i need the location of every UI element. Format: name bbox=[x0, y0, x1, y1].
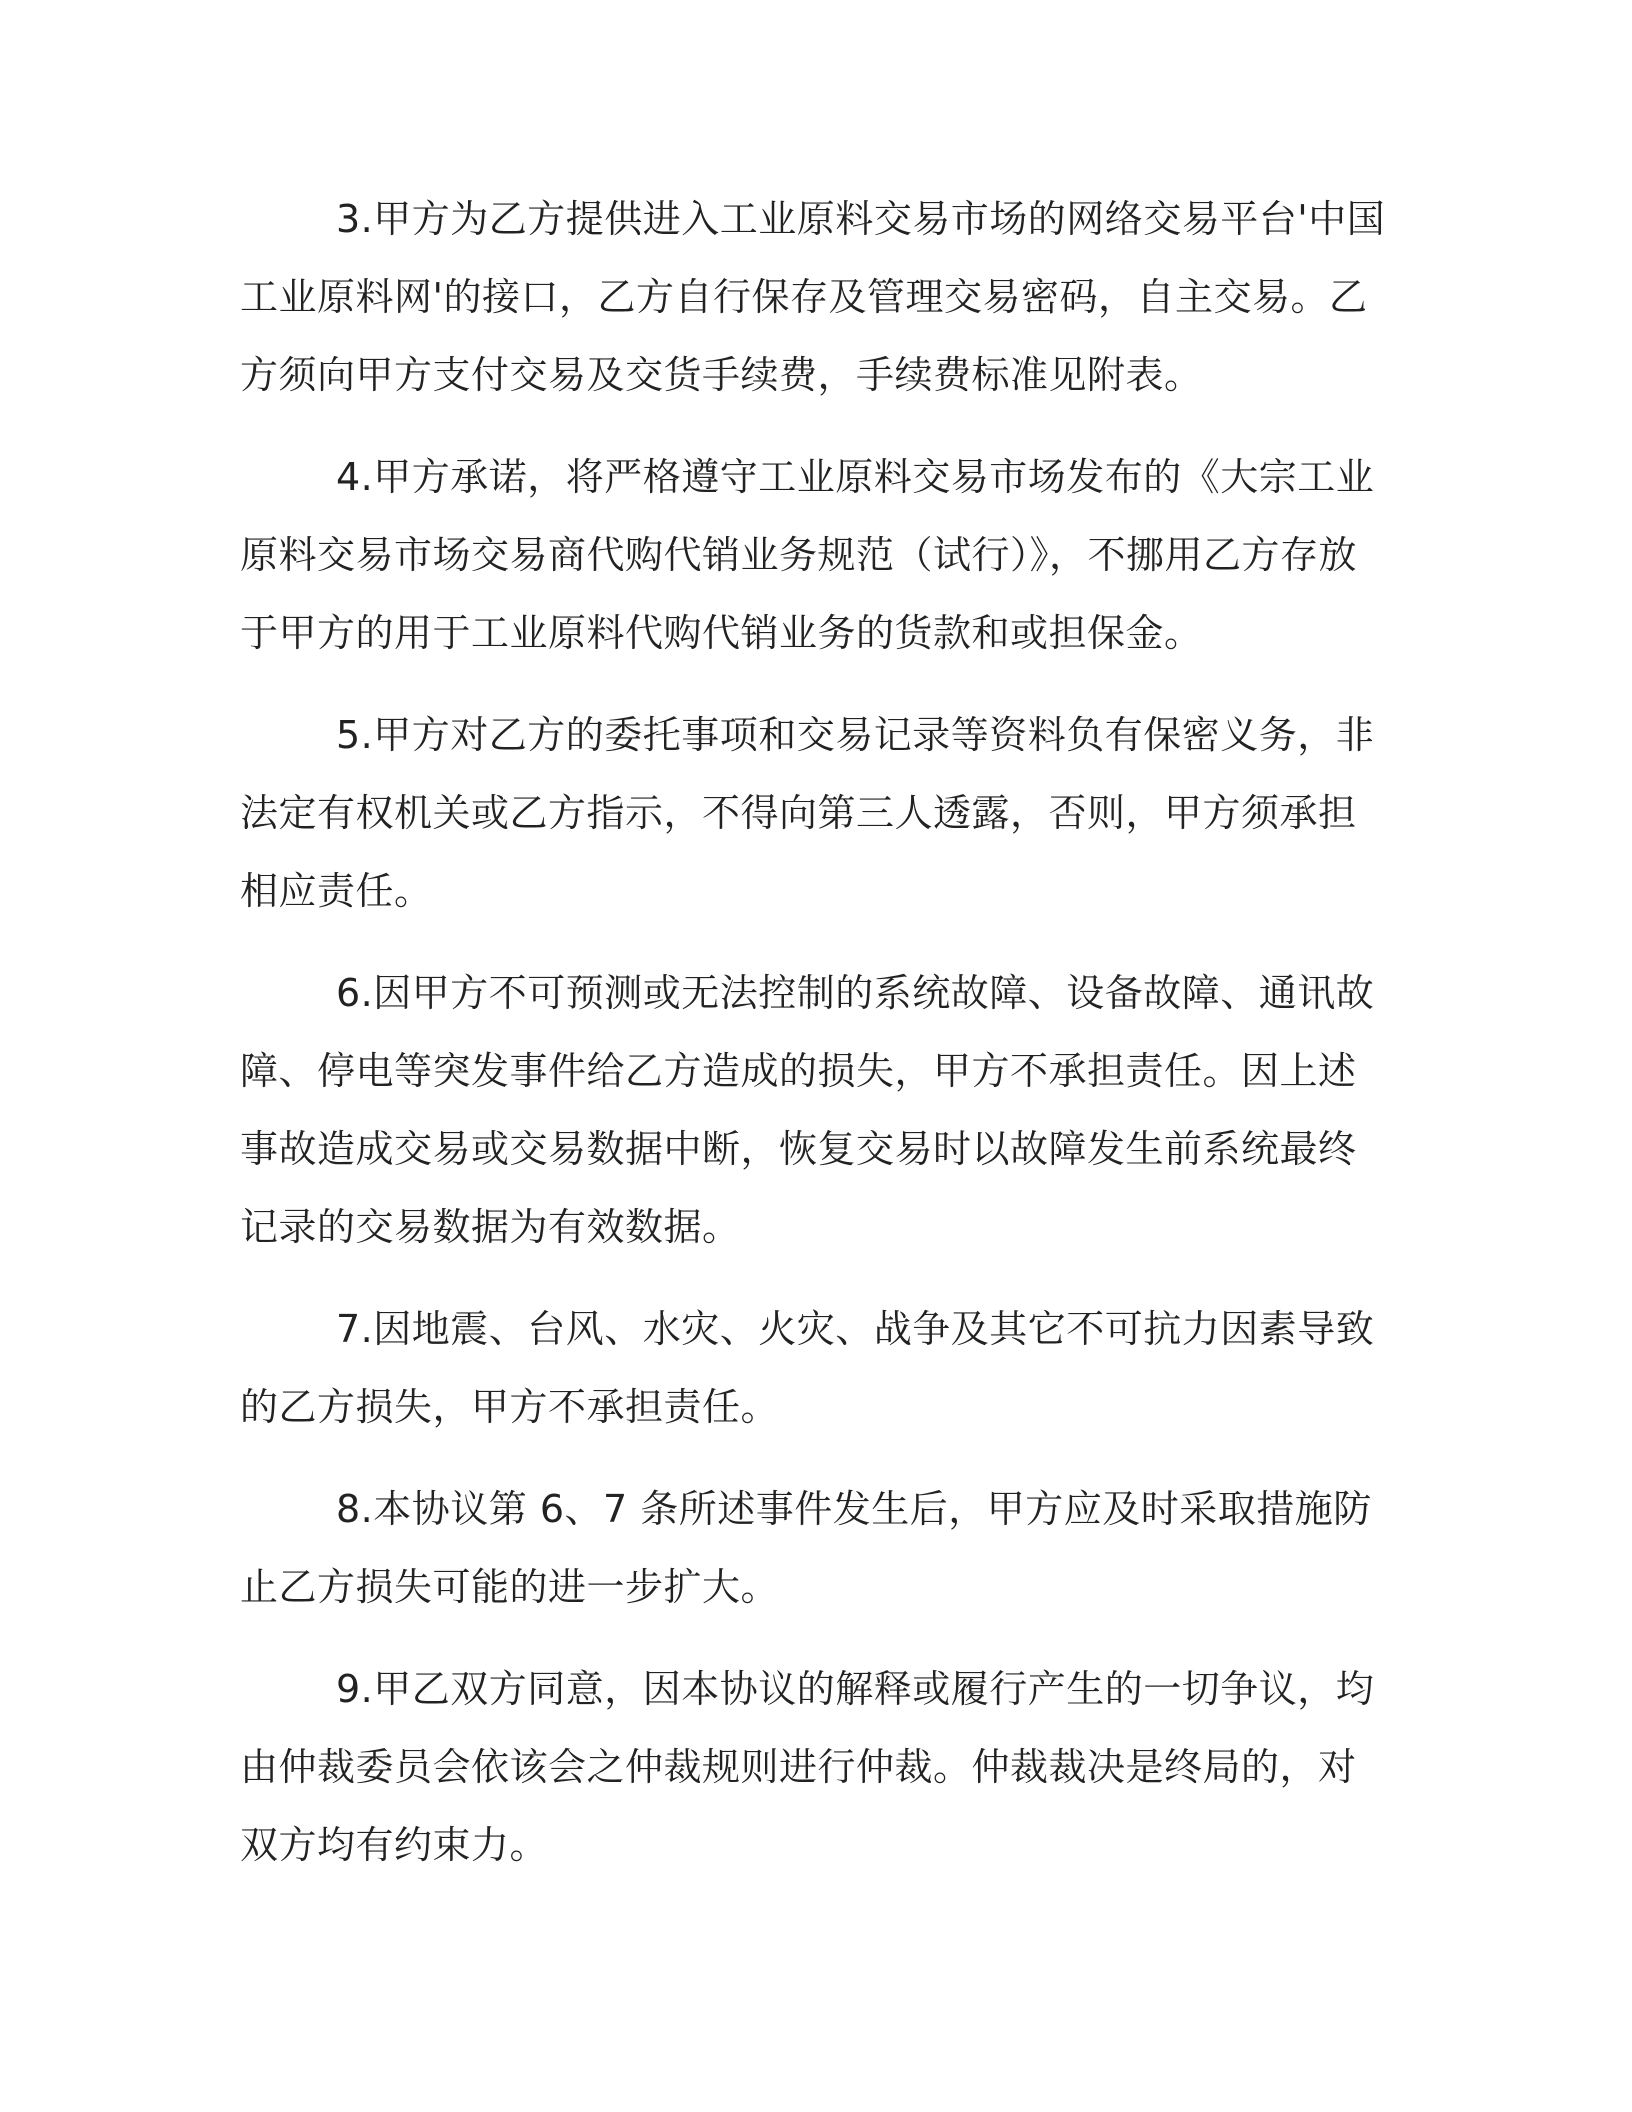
clause-9: 9.甲乙双方同意，因本协议的解释或履行产生的一切争议，均由仲裁委员会依该会之仲裁规则进行仲裁。仲裁裁决是终局的，对双方均有约束力。 bbox=[240, 1667, 1375, 1867]
clause-5: 5.甲方对乙方的委托事项和交易记录等资料负有保密义务，非法定有权机关或乙方指示，不得向第三人透露，否则，甲方须承担相应责任。 bbox=[240, 713, 1375, 913]
clause-7: 7.因地震、台风、水灾、火灾、战争及其它不可抗力因素导致的乙方损失，甲方不承担责任。 bbox=[240, 1307, 1375, 1429]
clause-6: 6.因甲方不可预测或无法控制的系统故障、设备故障、通讯故障、停电等突发事件给乙方造成的损失，甲方不承担责任。因上述事故造成交易或交易数据中断，恢复交易时以故障发生前系统最终记录的交易数据为有效数据。 bbox=[240, 971, 1375, 1249]
clause-8: 8.本协议第 6、7 条所述事件发生后，甲方应及时采取措施防止乙方损失可能的进一步扩大。 bbox=[240, 1487, 1372, 1609]
clause-3: 3.甲方为乙方提供进入工业原料交易市场的网络交易平台'中国工业原料网'的接口，乙方自行保存及管理交易密码，自主交易。乙方须向甲方支付交易及交货手续费，手续费标准见附表。 bbox=[240, 197, 1386, 397]
clause-4: 4.甲方承诺，将严格遵守工业原料交易市场发布的《大宗工业原料交易市场交易商代购代销业务规范（试行）》，不挪用乙方存放于甲方的用于工业原料代购代销业务的货款和或担保金。 bbox=[240, 455, 1375, 655]
